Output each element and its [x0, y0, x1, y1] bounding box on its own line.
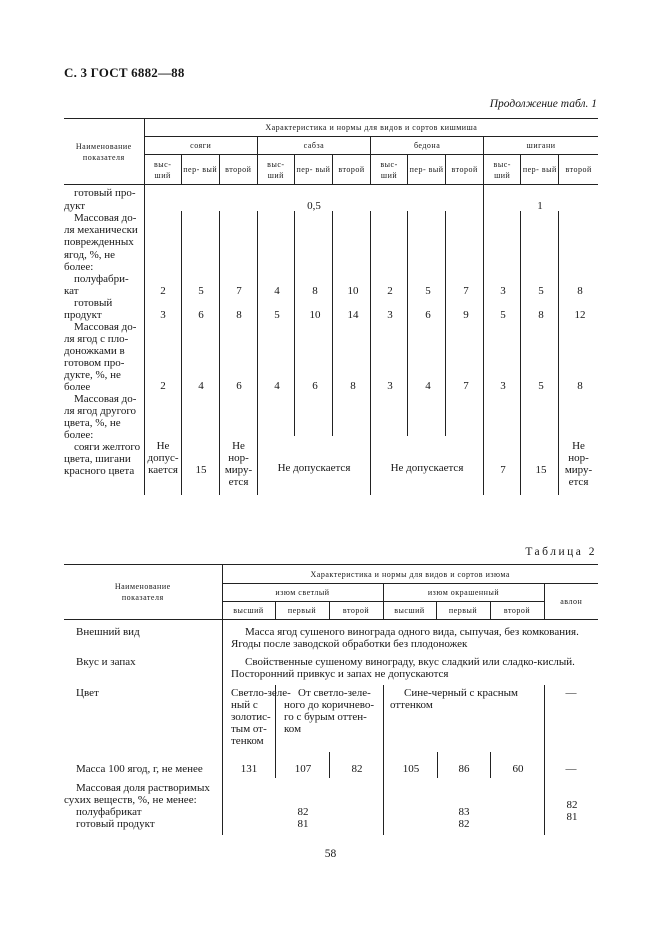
t1-value: 1: [537, 200, 543, 212]
t1-value: 3: [500, 285, 506, 297]
t2-text: Масса ягод сушеного винограда одного вида, сыпучая, без комкования.: [245, 626, 579, 638]
t1-grade: второй: [219, 155, 257, 185]
t1-label: цвета, %, не: [64, 417, 121, 429]
t1-value: 5: [198, 285, 204, 297]
t2-value: 83: [458, 806, 470, 818]
t2-value: 60: [512, 763, 524, 775]
t2-group-dyed: изюм окрашенный: [383, 584, 544, 602]
t1-value: 15: [535, 464, 547, 476]
page-number: 58: [324, 848, 337, 860]
t1-value: 5: [425, 285, 431, 297]
t2-value: —: [565, 763, 577, 775]
t1-kind-bedona: бедона: [371, 137, 484, 155]
t2-rule: [329, 752, 330, 778]
t2-rule: [222, 619, 223, 835]
t1-label: цвета, шигани: [64, 453, 131, 465]
t2-value: 81: [297, 818, 309, 830]
t1-value: Не: [156, 440, 170, 452]
t1-rule: [332, 211, 333, 436]
t2-value: —: [565, 687, 577, 699]
t1-grade: выс- ший: [484, 155, 521, 185]
t1-label: продукт: [64, 309, 102, 321]
t1-value: 2: [387, 285, 393, 297]
t1-label: ля ягод с пло-: [64, 333, 129, 345]
t1-value: 8: [312, 285, 318, 297]
t2-value: 82: [351, 763, 363, 775]
t1-value: 4: [274, 380, 280, 392]
t1-value: 0,5: [307, 200, 321, 212]
t1-value: 4: [198, 380, 204, 392]
t2-label: Внешний вид: [76, 626, 140, 638]
t1-value: 3: [160, 309, 166, 321]
t1-value: 6: [425, 309, 431, 321]
t2-label: Вкус и запах: [76, 656, 136, 668]
t2-label: Цвет: [76, 687, 99, 699]
t1-kind-shigani: шигани: [484, 137, 598, 155]
t2-label: полуфабрикат: [76, 806, 142, 818]
t1-value: 7: [236, 285, 242, 297]
t1-value: миру-: [564, 464, 593, 476]
t1-value: 3: [387, 309, 393, 321]
t1-value: 6: [312, 380, 318, 392]
t1-value: ется: [568, 476, 589, 488]
t1-label: готовый: [74, 297, 113, 309]
t1-value: 8: [577, 380, 583, 392]
t1-label: ля механически: [64, 224, 138, 236]
t2-grade: второй: [329, 602, 383, 620]
t2-name-header: Наименование показателя: [64, 565, 222, 620]
t1-value: 2: [160, 285, 166, 297]
t2-value: 107: [294, 763, 312, 775]
t1-label: ягод, %, не: [64, 249, 116, 261]
t1-value: ется: [228, 476, 249, 488]
t2-group-avlon: авлон: [544, 584, 598, 620]
t1-label: поврежденных: [64, 236, 134, 248]
t2-grade: высший: [383, 602, 436, 620]
t1-grade: выс- ший: [257, 155, 294, 185]
t1-label: Массовая до-: [74, 321, 137, 333]
t1-value: 10: [347, 285, 359, 297]
t1-value: Не: [572, 440, 585, 452]
t1-label: сояги желтого: [74, 441, 141, 453]
t2-text: От светло-зеле-: [298, 687, 371, 699]
t1-rule: [257, 211, 258, 495]
t1-label: дукт: [64, 200, 86, 212]
t2-label: сухих веществ, %, не менее:: [64, 794, 197, 806]
t2-text: золотис-: [231, 711, 271, 723]
t1-value: 2: [160, 380, 166, 392]
t1-value: 6: [198, 309, 204, 321]
t2-label: готовый продукт: [76, 818, 155, 830]
t2-char-header: Характеристика и нормы для видов и сортов изюма: [222, 565, 598, 584]
t1-label: более: [64, 381, 91, 393]
t1-value: 7: [500, 464, 506, 476]
t1-value: 3: [500, 380, 506, 392]
t1-rule: [181, 211, 182, 495]
t1-value: допус-: [147, 452, 179, 464]
t1-grade: второй: [446, 155, 484, 185]
t1-grade: выс- ший: [371, 155, 408, 185]
page-title: С. 3 ГОСТ 6882—88: [64, 65, 185, 80]
t1-value: нор-: [228, 452, 249, 464]
t1-value: 4: [425, 380, 431, 392]
t1-value: 7: [463, 380, 469, 392]
table-continuation-label: Продолжение табл. 1: [489, 98, 597, 110]
t1-value: 14: [347, 309, 359, 321]
t2-rule: [490, 752, 491, 778]
t1-value: 6: [236, 380, 242, 392]
t1-value: 8: [577, 285, 583, 297]
t1-rule: [445, 211, 446, 436]
t1-kind-sabza: сабза: [257, 137, 370, 155]
t1-label: кат: [64, 285, 79, 297]
t1-rule: [294, 211, 295, 436]
t1-grade: пер- вый: [181, 155, 219, 185]
t2-value: 86: [458, 763, 470, 775]
t2-value: 131: [240, 763, 258, 775]
t1-label: красного цвета: [64, 465, 135, 477]
t1-rule: [483, 184, 484, 495]
t1-value: 5: [500, 309, 506, 321]
t2-rule: [383, 685, 384, 835]
t1-label: более:: [64, 429, 94, 441]
t2-text: Посторонний привкус и запах не допускаются: [231, 668, 449, 680]
t1-value: 5: [538, 380, 544, 392]
t1-value: 4: [274, 285, 280, 297]
t2-value: 105: [402, 763, 420, 775]
t1-name-header: Наименование показателя: [64, 119, 144, 185]
t1-value: 7: [463, 285, 469, 297]
t1-label: ля ягод другого: [64, 405, 137, 417]
t1-value: 5: [538, 285, 544, 297]
t2-value: 82: [297, 806, 309, 818]
t2-grade: первый: [275, 602, 329, 620]
t1-grade: второй: [559, 155, 598, 185]
t1-value: 9: [463, 309, 469, 321]
t1-value: 8: [538, 309, 544, 321]
t1-value: кается: [148, 464, 178, 476]
t1-label: полуфабри-: [74, 273, 129, 285]
t1-value: 15: [195, 464, 207, 476]
table2-label: Таблица 2: [525, 546, 597, 558]
t2-value: 82: [566, 799, 578, 811]
t1-value: миру-: [224, 464, 253, 476]
t1-grade: пер- вый: [408, 155, 446, 185]
t1-label: готовом про-: [64, 357, 125, 369]
t2-grade: высший: [222, 602, 275, 620]
t2-text: Светло-зеле-: [231, 687, 291, 699]
t2-value: 82: [458, 818, 470, 830]
t1-value: 5: [274, 309, 280, 321]
t2-group-light: изюм светлый: [222, 584, 383, 602]
t1-value: 8: [350, 380, 356, 392]
table2-header: [64, 564, 598, 620]
t1-label: доножками в: [64, 345, 125, 357]
t1-grade: пер- вый: [294, 155, 332, 185]
t1-value: Не допускается: [277, 462, 351, 474]
t2-text: ного до коричнево-: [284, 699, 374, 711]
t1-value: 8: [236, 309, 242, 321]
t2-text: ный с: [231, 699, 258, 711]
t2-text: тым от-: [231, 723, 267, 735]
t1-label: дукте, %, не: [64, 369, 121, 381]
t2-grade: первый: [436, 602, 490, 620]
t2-text: го с бурым оттен-: [284, 711, 367, 723]
t1-kind-soyagi: сояги: [144, 137, 257, 155]
t2-rule: [437, 752, 438, 778]
t1-value: 10: [309, 309, 321, 321]
t1-rule: [407, 211, 408, 436]
t1-label: готовый про-: [74, 187, 136, 199]
t1-char-header: Характеристика и нормы для видов и сортов кишмиша: [144, 119, 598, 137]
t1-label: Массовая до-: [74, 212, 137, 224]
t2-rule: [544, 685, 545, 835]
t2-text: тенком: [231, 735, 264, 747]
t1-grade: пер- вый: [521, 155, 559, 185]
t1-value: нор-: [568, 452, 589, 464]
t1-label: Массовая до-: [74, 393, 137, 405]
t2-text: Ягоды после заводской обработки без плодоножек: [231, 638, 468, 650]
t2-text: оттенком: [390, 699, 433, 711]
t2-value: 81: [566, 811, 578, 823]
t1-value: Не: [232, 440, 245, 452]
t2-text: Свойственные сушеному винограду, вкус сладкий или сладко-кислый.: [245, 656, 575, 668]
t1-value: 12: [574, 309, 586, 321]
t2-label: Массовая доля растворимых: [76, 782, 210, 794]
t2-text: ком: [284, 723, 302, 735]
t1-rule: [370, 211, 371, 495]
t1-value: Не допускается: [390, 462, 464, 474]
t1-rule: [520, 211, 521, 495]
t2-grade: второй: [490, 602, 544, 620]
t1-grade: выс- ший: [144, 155, 181, 185]
table1-header: [64, 118, 598, 185]
t1-label: более:: [64, 261, 94, 273]
t1-grade: второй: [332, 155, 370, 185]
t2-text: Сине-черный с красным: [404, 687, 518, 699]
t2-label: Масса 100 ягод, г, не менее: [76, 763, 203, 775]
t1-value: 3: [387, 380, 393, 392]
